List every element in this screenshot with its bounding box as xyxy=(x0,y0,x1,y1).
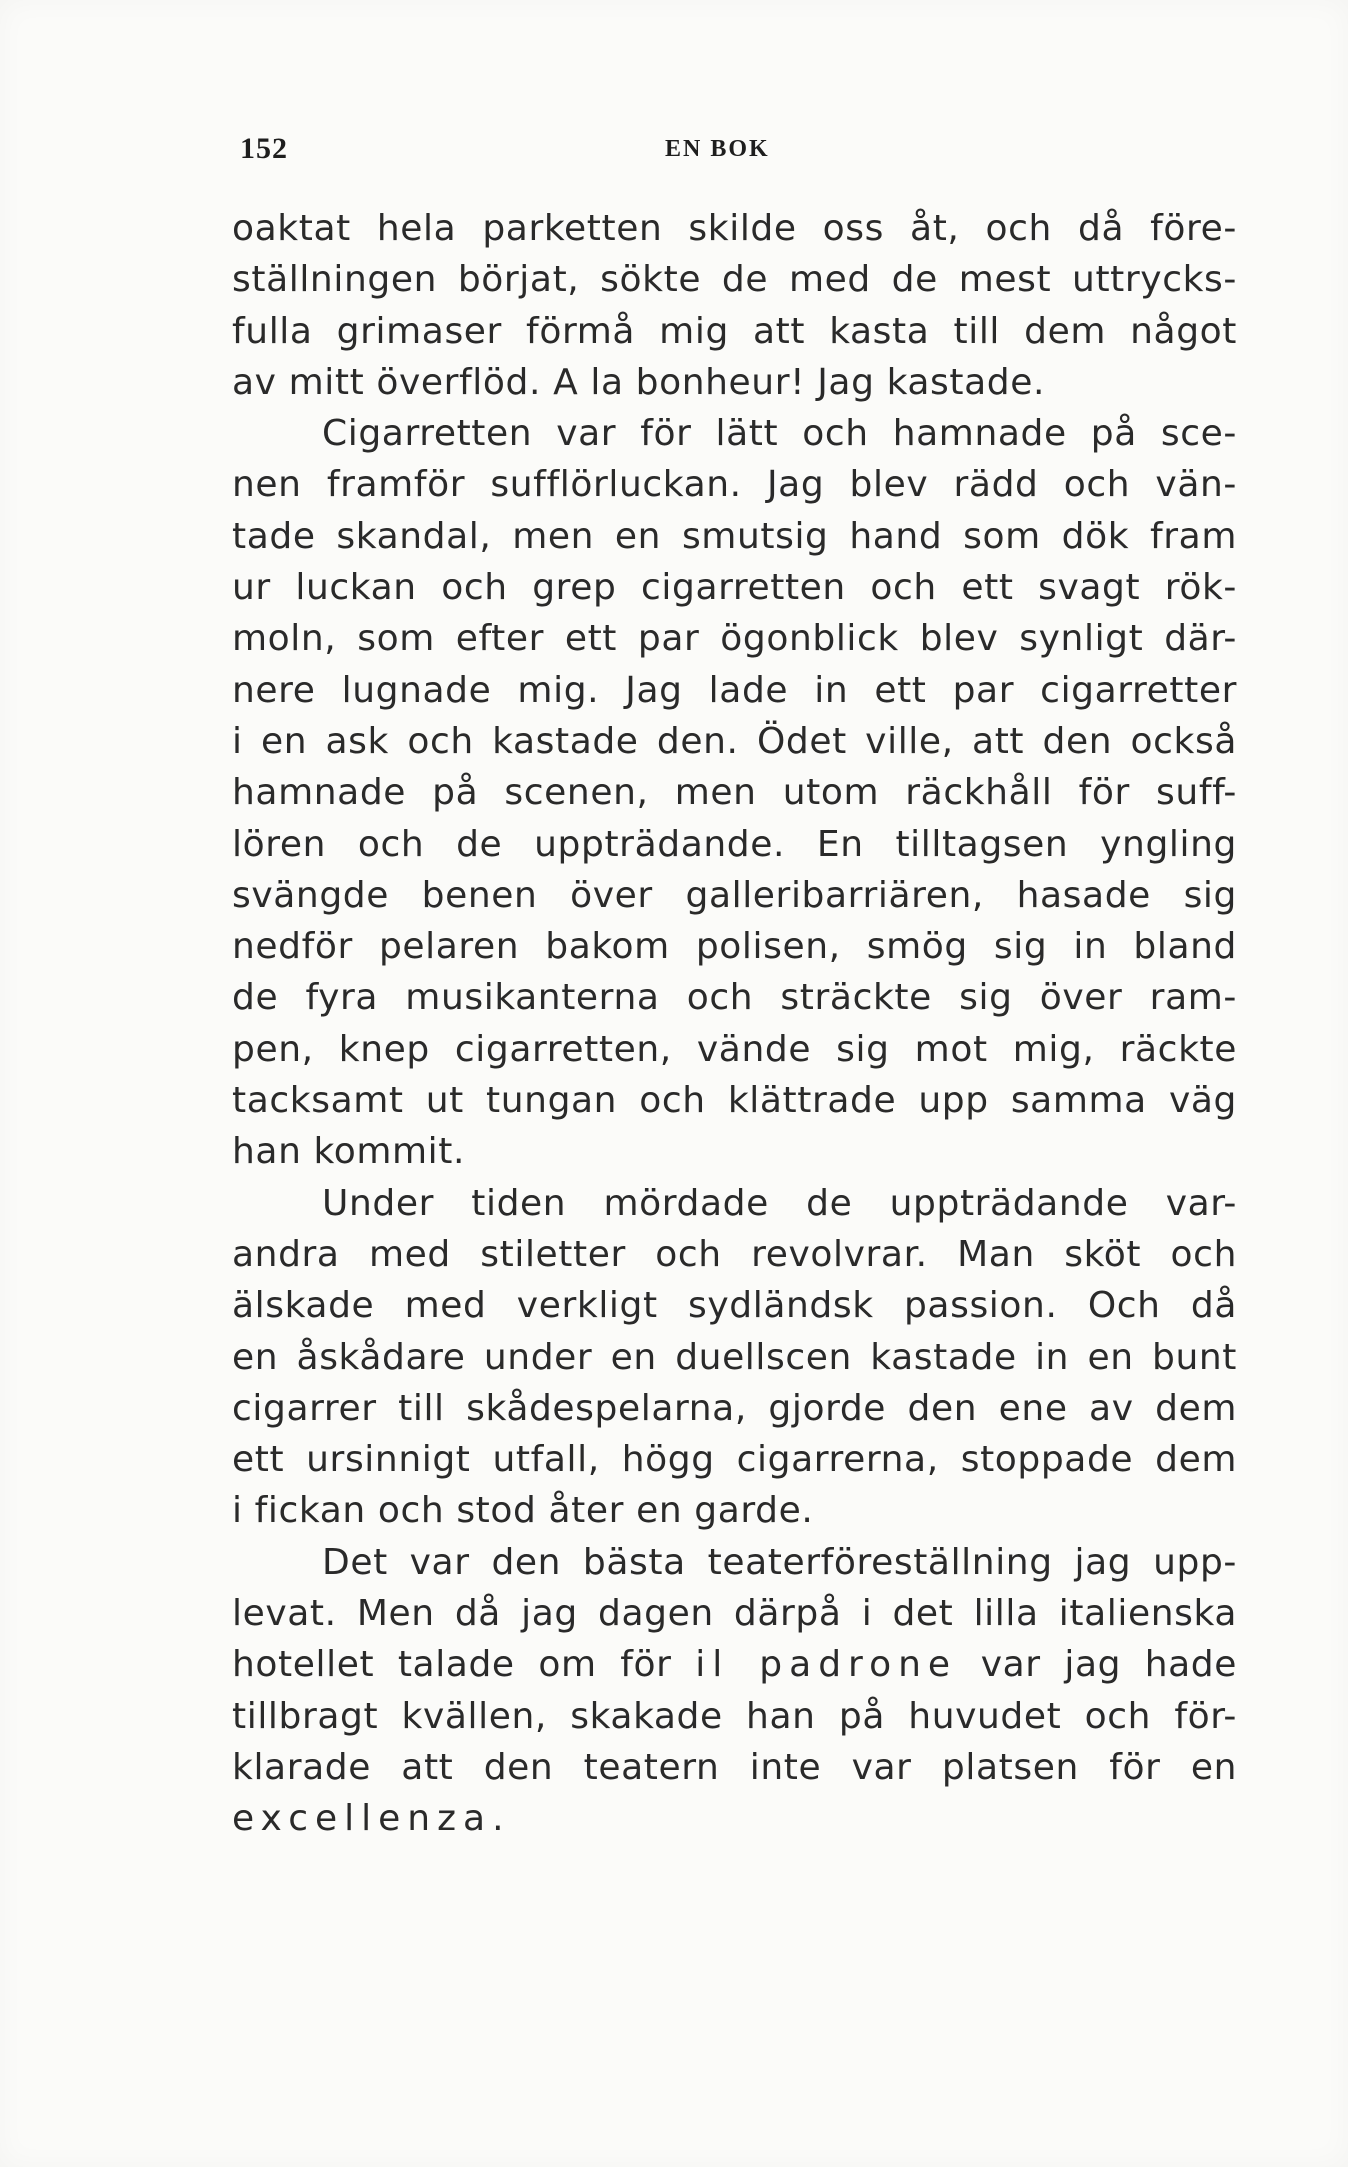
text-line: Det var den bästa teaterföreställning jag upp- xyxy=(322,1541,1237,1583)
text-line: nedför pelaren bakom polisen, smög sig in bland xyxy=(232,926,1237,968)
text-line: de fyra musikanterna och sträckte sig över ram- xyxy=(232,977,1237,1019)
spaced-emphasis: il padrone xyxy=(695,1644,958,1686)
body-text xyxy=(232,203,1237,1845)
text-fragment: . xyxy=(492,1798,505,1840)
text-line: svängde benen över galleribarriären, hasade sig xyxy=(232,874,1237,916)
text-line xyxy=(232,1793,1237,1844)
text-line xyxy=(232,1639,1237,1690)
text-line: ur luckan och grep cigarretten och ett svagt rök- xyxy=(232,567,1237,609)
text-line: en åskådare under en duellscen kastade in en bunt xyxy=(232,1336,1237,1378)
text-line: cigarrer till skådespelarna, gjorde den ene av dem xyxy=(232,1387,1237,1429)
text-fragment: hotellet talade om för xyxy=(232,1644,696,1686)
text-line: tacksamt ut tungan och klättrade upp samma väg xyxy=(232,1080,1237,1122)
text-line: fulla grimaser förmå mig att kasta till dem något xyxy=(232,310,1237,352)
text-line: oaktat hela parketten skilde oss åt, och då före- xyxy=(232,208,1237,249)
text-line: Cigarretten var för lätt och hamnade på sce- xyxy=(322,413,1237,455)
text-line: pen, knep cigarretten, vände sig mot mig, räckte xyxy=(232,1028,1237,1070)
text-line: levat. Men då jag dagen därpå i det lilla italienska xyxy=(232,1593,1237,1635)
running-head: EN BOK xyxy=(665,136,770,162)
text-line: i en ask och kastade den. Ödet ville, att den också xyxy=(232,720,1237,762)
text-line: älskade med verkligt sydländsk passion. Och då xyxy=(232,1285,1237,1327)
text-line: tade skandal, men en smutsig hand som dök fram xyxy=(232,515,1237,557)
spaced-emphasis: excellenza xyxy=(232,1798,493,1840)
page-header xyxy=(240,132,852,172)
text-line: nere lugnade mig. Jag lade in ett par cigarretter xyxy=(232,669,1237,711)
text-line: lören och de uppträdande. En tilltagsen yngling xyxy=(232,823,1237,865)
text-line: i fickan och stod åter en garde. xyxy=(232,1490,814,1532)
text-line: Under tiden mördade de uppträdande var- xyxy=(322,1182,1237,1224)
text-line: ställningen börjat, sökte de med de mest uttrycks- xyxy=(232,259,1237,301)
text-line: tillbragt kvällen, skakade han på huvudet och för- xyxy=(232,1695,1237,1737)
text-line: andra med stiletter och revolvrar. Man sköt och xyxy=(232,1233,1237,1275)
text-line: hamnade på scenen, men utom räckhåll för suff- xyxy=(232,772,1237,814)
text-line: han kommit. xyxy=(232,1131,466,1173)
text-line: nen framför sufflörluckan. Jag blev rädd och vän- xyxy=(232,464,1237,506)
text-line: av mitt överflöd. A la bonheur! Jag kastade. xyxy=(232,361,1046,403)
text-line: ett ursinnigt utfall, högg cigarrerna, stoppade dem xyxy=(232,1439,1237,1481)
text-fragment: var jag hade xyxy=(957,1644,1237,1686)
text-line: klarade att den teatern inte var platsen för en xyxy=(232,1746,1237,1788)
text-line: moln, som efter ett par ögonblick blev synligt där- xyxy=(232,618,1237,660)
page-number: 152 xyxy=(240,132,288,165)
